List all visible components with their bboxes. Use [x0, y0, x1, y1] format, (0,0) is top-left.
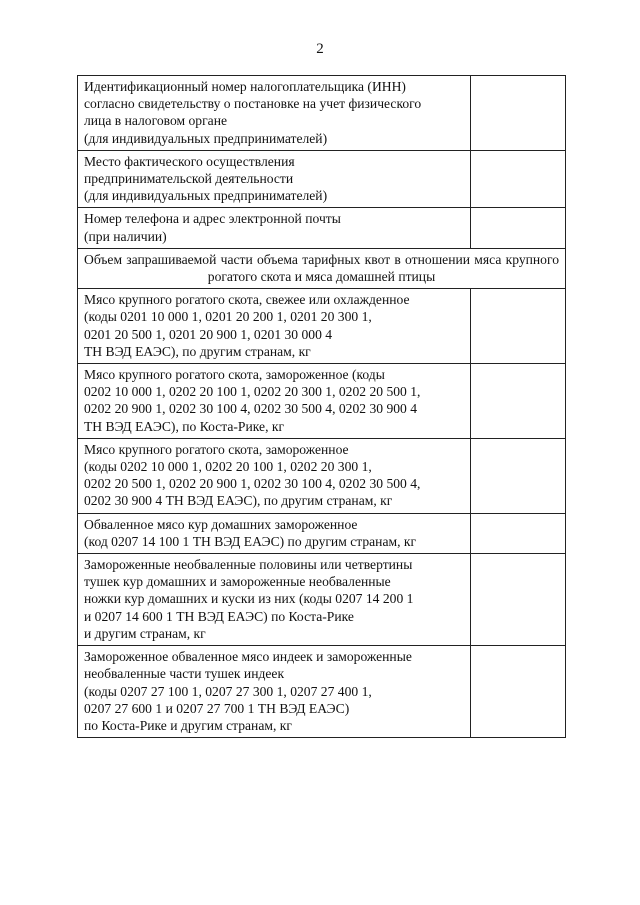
row-value-chicken-boneless[interactable]: [471, 513, 566, 553]
section-heading-quota-volume: Объем запрашиваемой части объема тарифных квот в отношении мяса крупного рогатого скота и мяса домашней птицы: [78, 248, 566, 288]
table-row-beef-frozen-other: [78, 438, 566, 513]
row-value-contacts[interactable]: [471, 208, 566, 248]
row-value-business-location[interactable]: [471, 150, 566, 208]
row-label-contacts: Номер телефона и адрес электронной почты (при наличии): [78, 208, 471, 248]
row-label-inn: Идентификационный номер налогоплательщика (ИНН) согласно свидетельству о постановке на учет физического лица в налоговом органе (для индивидуальных предпринимателей): [78, 76, 471, 151]
table-row-chicken-bone-in: [78, 554, 566, 646]
row-label-beef-fresh-other: Мясо крупного рогатого скота, свежее или охлажденное (коды 0201 10 000 1, 0201 20 200 1, 0201 20 300 1, 0201 20 500 1, 0201 20 900 1, 0201 30 000 4 ТН ВЭД ЕАЭС), по другим странам, кг: [78, 289, 471, 364]
table-row-beef-fresh-other: [78, 289, 566, 364]
table-row-section-heading: [78, 248, 566, 288]
row-label-beef-frozen-costa-rica: Мясо крупного рогатого скота, замороженное (коды 0202 10 000 1, 0202 20 100 1, 0202 20 300 1, 0202 20 500 1, 0202 20 900 1, 0202 30 100 4, 0202 30 500 4, 0202 30 900 4 ТН ВЭД ЕАЭС), по Коста-Рике, кг: [78, 364, 471, 439]
row-label-business-location: Место фактического осуществления предпринимательской деятельности (для индивидуальных предпринимателей): [78, 150, 471, 208]
row-label-chicken-bone-in: Замороженные необваленные половины или четвертины тушек кур домашних и замороженные необваленные ножки кур домашних и куски из них (коды 0207 14 200 1 и 0207 14 600 1 ТН ВЭД ЕАЭС) по Коста-Рике и другим странам, кг: [78, 554, 471, 646]
table-row-turkey: [78, 646, 566, 738]
row-label-turkey: Замороженное обваленное мясо индеек и замороженные необваленные части тушек индеек (коды 0207 27 100 1, 0207 27 300 1, 0207 27 400 1, 0207 27 600 1 и 0207 27 700 1 ТН ВЭД ЕАЭС) по Коста-Рике и другим странам, кг: [78, 646, 471, 738]
table-row-chicken-boneless: [78, 513, 566, 553]
row-value-beef-frozen-other[interactable]: [471, 438, 566, 513]
row-label-beef-frozen-other: Мясо крупного рогатого скота, замороженное (коды 0202 10 000 1, 0202 20 100 1, 0202 20 300 1, 0202 20 500 1, 0202 20 900 1, 0202 30 100 4, 0202 30 500 4, 0202 30 900 4 ТН ВЭД ЕАЭС), по другим странам, кг: [78, 438, 471, 513]
table-row-business-location: [78, 150, 566, 208]
application-form-table: [77, 75, 566, 738]
row-value-turkey[interactable]: [471, 646, 566, 738]
row-value-beef-fresh-other[interactable]: [471, 289, 566, 364]
row-value-chicken-bone-in[interactable]: [471, 554, 566, 646]
row-value-beef-frozen-costa-rica[interactable]: [471, 364, 566, 439]
page-number: 2: [316, 41, 324, 57]
table-row-contacts: [78, 208, 566, 248]
table-row-beef-frozen-costa-rica: [78, 364, 566, 439]
table-row-inn: [78, 76, 566, 151]
row-value-inn[interactable]: [471, 76, 566, 151]
row-label-chicken-boneless: Обваленное мясо кур домашних замороженное (код 0207 14 100 1 ТН ВЭД ЕАЭС) по другим странам, кг: [78, 513, 471, 553]
